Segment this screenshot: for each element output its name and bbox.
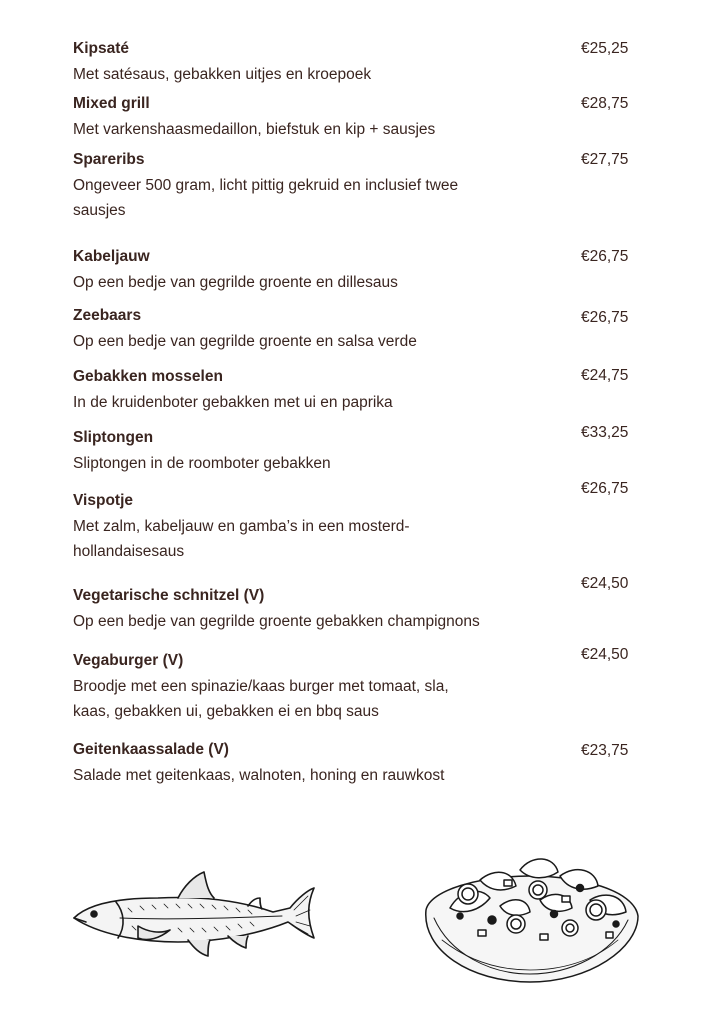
menu-item-price: €26,75 — [581, 309, 629, 326]
menu-item-description: Salade met geitenkaas, walnoten, honing en rauwkost — [73, 767, 445, 784]
menu-item-description: Ongeveer 500 gram, licht pittig gekruid en inclusief twee sausjes — [73, 177, 459, 219]
menu-item-name: Spareribs — [73, 151, 145, 168]
menu-item-price: €27,75 — [581, 151, 629, 168]
menu-item-spareribs — [73, 149, 653, 223]
menu-item-name: Mixed grill — [73, 95, 150, 112]
menu-item-description: Op een bedje van gegrilde groente gebakken champignons — [73, 613, 480, 630]
menu-item-name: Sliptongen — [73, 429, 154, 446]
menu-item-price: €23,75 — [581, 742, 629, 759]
menu-item-description: Op een bedje van gegrilde groente en salsa verde — [73, 333, 417, 350]
fish-illustration — [68, 868, 320, 963]
menu-item-vegetarische-schnitzel — [73, 575, 653, 634]
menu-item-price: €26,75 — [581, 480, 629, 497]
menu-item-mixed-grill — [73, 93, 653, 142]
menu-item-price: €26,75 — [581, 248, 629, 265]
menu-item-name: Vispotje — [73, 492, 134, 509]
menu-item-zeebaars — [73, 305, 653, 354]
salad-bowl-illustration — [420, 850, 642, 990]
menu-item-kipsate — [73, 38, 653, 87]
menu-item-sliptongen — [73, 424, 653, 476]
menu-item-description: In de kruidenboter gebakken met ui en paprika — [73, 394, 393, 411]
menu-item-gebakken-mosselen — [73, 366, 653, 415]
menu-item-description: Met zalm, kabeljauw en gamba’s in een mosterd-hollandaisesaus — [73, 518, 410, 560]
menu-item-name: Kipsaté — [73, 40, 129, 57]
menu-item-name: Vegetarische schnitzel (V) — [73, 587, 265, 604]
menu-item-price: €24,50 — [581, 646, 629, 663]
menu-item-name: Vegaburger (V) — [73, 652, 184, 669]
menu-item-price: €28,75 — [581, 95, 629, 112]
menu-item-price: €33,25 — [581, 424, 629, 441]
menu-item-price: €24,50 — [581, 575, 629, 592]
menu-item-name: Zeebaars — [73, 307, 142, 324]
menu-item-description: Op een bedje van gegrilde groente en dillesaus — [73, 274, 398, 291]
menu-item-geitenkaassalade — [73, 739, 653, 788]
menu-item-vegaburger — [73, 646, 653, 724]
menu-item-description: Met varkenshaasmedaillon, biefstuk en kip + sausjes — [73, 121, 436, 138]
menu-item-kabeljauw — [73, 246, 653, 295]
menu-item-description: Sliptongen in de roomboter gebakken — [73, 455, 331, 472]
menu-item-name: Kabeljauw — [73, 248, 150, 265]
menu-item-name: Gebakken mosselen — [73, 368, 223, 385]
menu-item-description: Broodje met een spinazie/kaas burger met tomaat, sla, kaas, gebakken ui, gebakken ei en bbq saus — [73, 678, 449, 720]
menu-item-price: €25,25 — [581, 40, 629, 57]
menu-item-name: Geitenkaassalade (V) — [73, 741, 229, 758]
menu-item-vispotje — [73, 480, 653, 564]
menu-item-description: Met satésaus, gebakken uitjes en kroepoek — [73, 66, 372, 83]
menu-item-price: €24,75 — [581, 367, 629, 384]
